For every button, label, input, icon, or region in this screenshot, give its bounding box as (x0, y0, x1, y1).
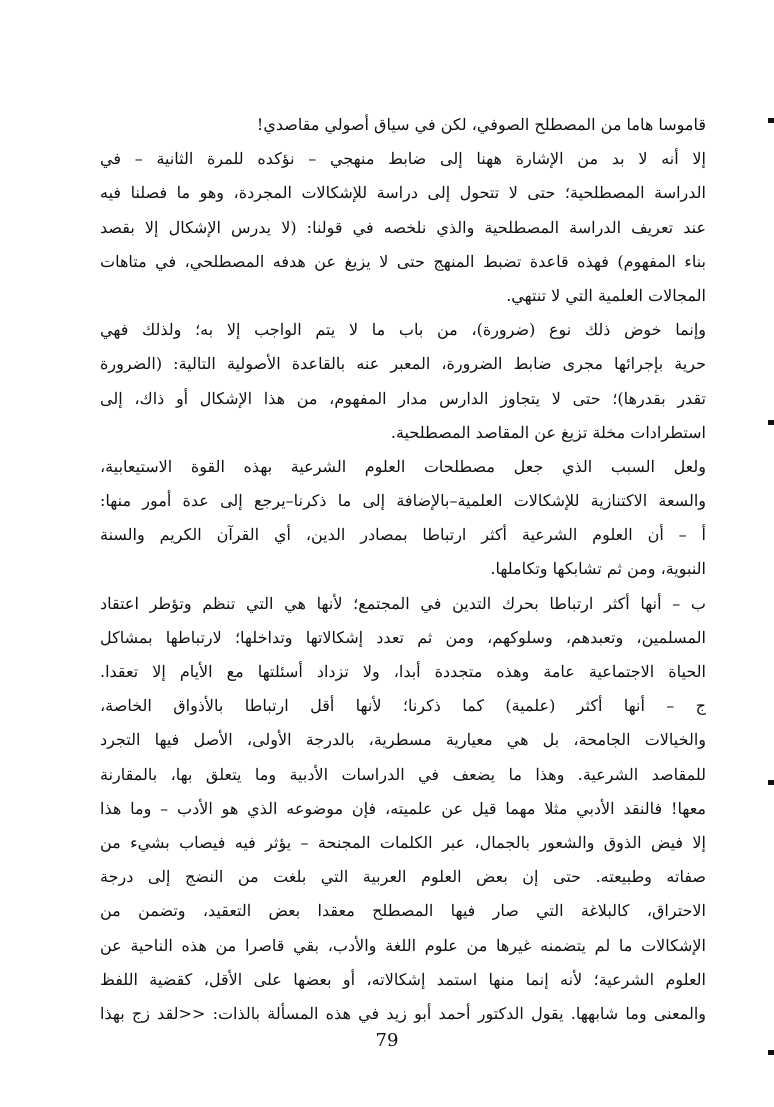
text-line: تقدر بقدرها)؛ حتى لا يتجاوز الدارس مدار المفهوم، من هذا الإشكال أو ذاك، إلى (100, 388, 706, 408)
text-line: عند تعريف الدراسة المصطلحية والذي نلخصه في قولنا: (لا يدرس الإشكال إلا بقصد (100, 217, 706, 237)
text-line: الدراسة المصطلحية؛ حتى لا تتحول إلى دراسة للإشكالات المجردة، وهو ما فصلنا فيه (100, 183, 706, 203)
text-line: الاحتراق، كالبلاغة التي صار فيها المصطلح معقدا بعض التعقيد، وتضمن من (100, 901, 706, 921)
text-line: المسلمين، وتعبدهم، وسلوكهم، ومن ثم تعدد إشكالاتها وتداخلها؛ لارتباطها بمشاكل (100, 627, 706, 647)
text-line: صفاته وطبيعته. حتى إن بعض العلوم العربية التي بلغت من النضج إلى درجة (100, 867, 706, 887)
text-line: ولعل السبب الذي جعل مصطلحات العلوم الشرعية بهذه القوة الاستيعابية، (100, 456, 706, 476)
text-line: بناء المفهوم) فهذه قاعدة تضبط المنهج حتى لا يزيغ عن هدفه المصطلحي، في متاهات (100, 251, 706, 271)
text-line: النبوية، ومن ثم تشابكها وتكاملها. (490, 559, 706, 579)
page-number: 79 (375, 1030, 399, 1051)
text-line: معها! فالنقد الأدبي مثلا مهما قيل عن علميته، فإن موضوعه الذي هو الأدب – وما هذا (100, 798, 706, 818)
text-line: حرية بإجرائها مجرى ضابط الضرورة، المعبر عنه بالقاعدة الأصولية التالية: (الضرورة (100, 354, 706, 374)
scan-edge-mark (768, 1050, 774, 1055)
text-line: العلوم الشرعية؛ لأنه إنما منها استمد إشكالاته، أو بعضها على الأقل، كقضية اللفظ (100, 969, 706, 989)
body-text (100, 108, 706, 1031)
text-line: قاموسا هاما من المصطلح الصوفي، لكن في سياق أصولي مقاصدي! (256, 115, 706, 134)
text-line: إلا فيض الذوق والشعور بالجمال، عبر الكلمات المجنحة – يؤثر فيه فيصاب بشيء من (100, 832, 706, 852)
text-line: الحياة الاجتماعية عامة وهذه متجددة أبدا، ولا تزداد أسئلتها مع الأيام إلا تعقدا. (100, 662, 706, 681)
text-line: للمقاصد الشرعية. وهذا ما يضعف في الدراسات الأدبية وما يتعلق بها، بالمقارنة (100, 764, 706, 784)
scan-edge-mark (768, 420, 774, 425)
text-line: أ – أن العلوم الشرعية أكثر ارتباطا بمصادر الدين، أي القرآن الكريم والسنة (100, 525, 706, 545)
text-line: والخيالات الجامحة، بل هي معيارية مسطرية، بالدرجة الأولى، الأصل فيها التجرد (100, 730, 706, 750)
text-line: المجالات العلمية التي لا تنتهي. (506, 285, 706, 305)
text-line: ج – أنها أكثر (علمية) كما ذكرنا؛ لأنها أقل ارتباطا بالأذواق الخاصة، (100, 696, 706, 716)
text-line: ب – أنها أكثر ارتباطا بحرك التدين في المجتمع؛ لأنها هي التي تنظم وتؤطر اعتقاد (100, 593, 706, 613)
text-line: والسعة الاكتنازية للإشكالات العلمية–بالإضافة إلى ما ذكرنا–يرجع إلى عدة أمور منها: (100, 491, 706, 511)
scan-edge-mark (768, 780, 774, 785)
text-line: إلا أنه لا بد من الإشارة ههنا إلى ضابط منهجي – نؤكده للمرة الثانية – في (100, 149, 706, 169)
text-line: الإشكالات ما لم يتضمنه غيرها من علوم اللغة والأدب، بقي قاصرا من هذه الناحية عن (100, 935, 706, 955)
text-line: وإنما خوض ذلك نوع (ضرورة)، من باب ما لا يتم الواجب إلا به؛ ولذلك فهي (100, 320, 706, 340)
scan-edge-mark (768, 118, 774, 123)
text-line: والمعنى وما شابهها. يقول الدكتور أحمد أبو زيد في هذه المسألة بالذات: <<لقد زج بهذا (100, 1003, 706, 1023)
text-line: استطرادات مخلة تزيغ عن المقاصد المصطلحية. (390, 422, 706, 442)
